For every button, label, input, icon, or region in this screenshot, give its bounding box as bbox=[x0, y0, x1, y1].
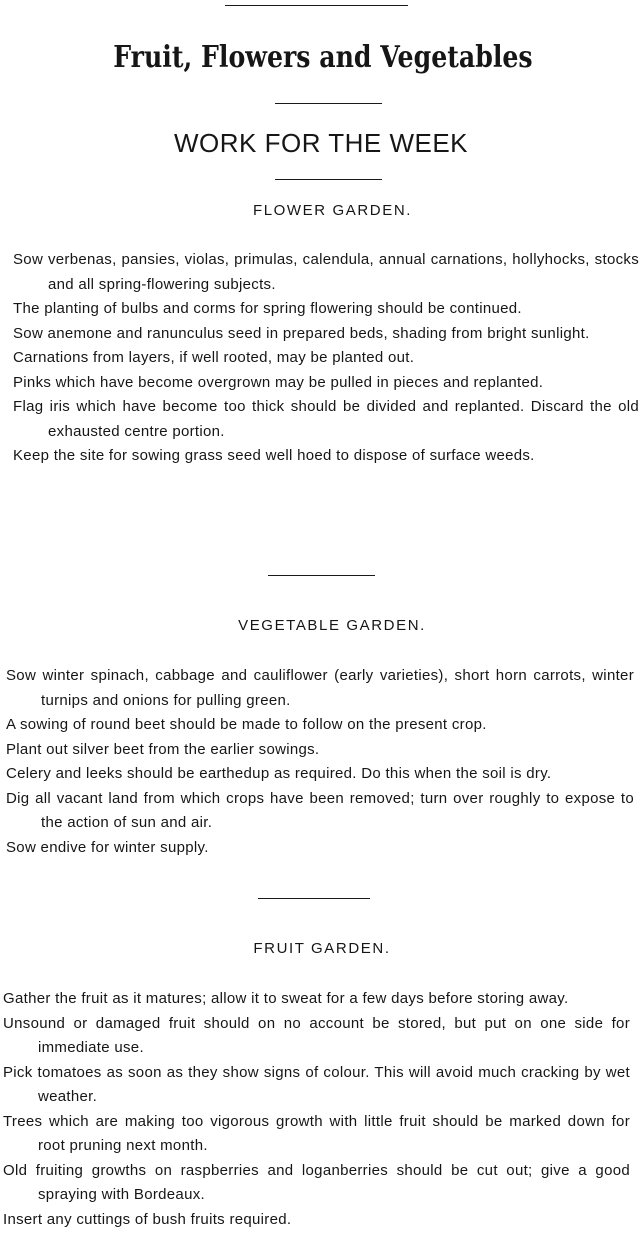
list-item: Pick tomatoes as soon as they show signs of colour. This will avoid much cracking by wet weather. bbox=[3, 1063, 630, 1105]
list-item: Trees which are making too vigorous growth with little fruit should be marked down for root pruning next month. bbox=[3, 1112, 630, 1154]
section-divider-rule bbox=[258, 898, 370, 899]
subtitle-rule bbox=[275, 179, 382, 180]
list-item: Flag iris which have become too thick should be divided and replanted. Discard the old exhausted centre portion. bbox=[13, 398, 639, 440]
top-rule bbox=[225, 5, 408, 6]
list-item: Sow winter spinach, cabbage and cauliflower (early varieties), short horn carrots, winter turnips and onions for pulling green. bbox=[6, 667, 634, 709]
page-subtitle: WORK FOR THE WEEK bbox=[173, 128, 469, 158]
list-item: Sow anemone and ranunculus seed in prepared beds, shading from bright sunlight. bbox=[13, 324, 590, 342]
list-item: Old fruiting growths on raspberries and loganberries should be cut out; give a good spraying with Bordeaux. bbox=[3, 1161, 630, 1203]
section-heading-vegetable-garden: VEGETABLE GARDEN. bbox=[238, 617, 426, 634]
fruit-garden-list bbox=[3, 987, 630, 1232]
page-title: Fruit, Flowers and Vegetables bbox=[113, 40, 533, 75]
list-item: Carnations from layers, if well rooted, may be planted out. bbox=[13, 349, 415, 366]
list-item: Celery and leeks should be earthedup as required. Do this when the soil is dry. bbox=[6, 765, 552, 782]
list-item: Unsound or damaged fruit should on no account be stored, but put on one side for immediate use. bbox=[3, 1014, 630, 1056]
list-item: Keep the site for sowing grass seed well hoed to dispose of surface weeds. bbox=[13, 447, 535, 464]
title-rule bbox=[275, 103, 382, 104]
vegetable-garden-list bbox=[6, 664, 634, 860]
list-item: Gather the fruit as it matures; allow it to sweat for a few days before storing away. bbox=[3, 990, 569, 1007]
flower-garden-list bbox=[13, 248, 639, 469]
list-item: Plant out silver beet from the earlier sowings. bbox=[6, 740, 320, 758]
list-item: Insert any cuttings of bush fruits required. bbox=[3, 1210, 292, 1228]
list-item: Dig all vacant land from which crops have been removed; turn over roughly to expose to the action of sun and air. bbox=[6, 789, 634, 831]
list-item: Pinks which have become overgrown may be pulled in pieces and replanted. bbox=[13, 373, 544, 391]
list-item: Sow endive for winter supply. bbox=[6, 838, 209, 856]
list-item: A sowing of round beet should be made to follow on the present crop. bbox=[6, 716, 487, 733]
list-item: The planting of bulbs and corms for spring flowering should be continued. bbox=[13, 300, 522, 317]
section-heading-fruit-garden: FRUIT GARDEN. bbox=[253, 940, 391, 957]
section-divider-rule bbox=[268, 575, 375, 576]
list-item: Sow verbenas, pansies, violas, primulas, calendula, annual carnations, hollyhocks, stocks and all spring-flowering subjects. bbox=[13, 251, 639, 293]
section-heading-flower-garden: FLOWER GARDEN. bbox=[252, 202, 413, 219]
